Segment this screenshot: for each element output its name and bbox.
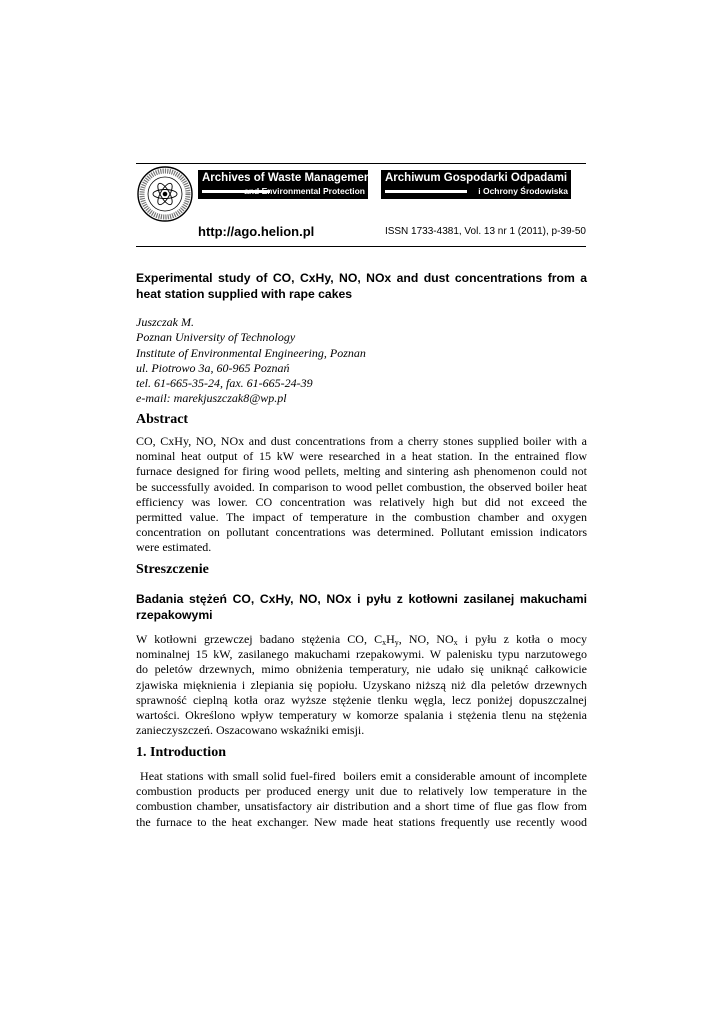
author-address: ul. Piotrowo 3a, 60-965 Poznań [136,360,290,375]
header-bottom-rule [136,246,586,247]
streszczenie-line: wartości. Określono wpływ temperatury w komorze spalania i stężenia tlenu na stężenia [136,708,587,723]
introduction-line: combustion chamber, unsatisfactory air distribution and a short time of flue gas flow from [136,799,587,814]
abstract-line: were estimated. [136,540,212,555]
introduction-paragraph [136,769,587,830]
streszczenie-line: do peletów drzewnych, mimo obniżenia temperatury, nie udało się uniknąć całkowicie [136,662,587,677]
journal-url-link[interactable]: http://ago.helion.pl [198,224,315,239]
text-run: , NO, NO [398,632,454,646]
author-name: Juszczak M. [136,315,194,329]
subscript-x: x [382,638,387,647]
introduction-heading: 1. Introduction [136,745,226,760]
streszczenie-paragraph [136,632,587,738]
streszczenie-title [136,591,587,623]
banner-polish-subtitle: i Ochrony Środowiska [478,186,568,196]
text-run: W kotłowni grzewczej badano stężenia CO, C [136,632,383,646]
banner-english-subtitle: and Environmental Protection [244,186,365,196]
paper-title-line: heat station supplied with rape cakes [136,287,353,301]
abstract-line: concentration on pollutant concentrations was determined. Pollutant emission indicators [136,525,587,540]
streszczenie-line: sprawność cieplną kotła oraz wyższe stężenie tlenku węgla, lecz poniżej dopuszczalnej [136,692,587,707]
streszczenie-line: zjawiska mięknienia i zlepiania się popiołu. Uzyskano niższą niż dla peletów drzewnych [136,677,587,692]
abstract-paragraph [136,434,587,556]
text-run: i pyłu z kotła o mocy [457,632,588,646]
journal-banner-english [198,170,375,199]
banner-polish-title: Archiwum Gospodarki Odpadami [385,172,568,184]
abstract-line: efficiency was lower. CO concentration was relatively high but did not exceed the [136,494,587,509]
author-email: e-mail: marekjuszczak8@wp.pl [136,391,287,406]
streszczenie-heading: Streszczenie [136,562,209,577]
author-institute: Institute of Environmental Engineering, Poznan [136,345,366,360]
paper-title-line: Experimental study of CO, CxHy, NO, NOx and dust concentrations from a [136,271,587,285]
journal-banner-polish [381,170,571,199]
introduction-line: the furnace to the heat exchanger. New made heat stations frequently use recently wood [136,814,587,829]
introduction-line: Heat stations with small solid fuel-fired boilers emit a considerable amount of incomplete [136,769,587,783]
subscript-y: y [394,638,399,647]
abstract-heading: Abstract [136,412,189,427]
banner-english-title: Archives of Waste Management [202,172,375,184]
journal-seal-logo [136,165,194,223]
streszczenie-line: zanieczyszczeń. Oszacowano wskaźniki emisji. [136,723,365,738]
streszczenie-line: nominalnej 15 kW, zasilanego makuchami rzepakowymi. W palenisku typu narzutowego [136,647,587,662]
text-run: H [386,632,395,646]
abstract-line: furnace designed for firing wood pellets, melting and sintering ash phenomenon could not [136,464,587,479]
abstract-line: permitted value. The impact of temperature in the combustion chamber and oxygen [136,510,587,525]
subscript-x: x [453,638,458,647]
abstract-line: nominal heat output of 15 kW were researched in a heat station. In the entrained flow [136,449,587,464]
paper-title [136,270,587,302]
issn-info: ISSN 1733-4381, Vol. 13 nr 1 (2011), p-39-50 [384,226,586,237]
abstract-line: CO, CxHy, NO, NOx and dust concentrations from a cherry stones supplied boiler with a [136,434,587,448]
author-university: Poznan University of Technology [136,330,296,345]
author-affiliation-block [136,315,366,407]
streszczenie-title-line: rzepakowymi [136,608,213,622]
abstract-line: be successfully avoided. In comparison to wood pellet combustion, the observed boiler heat [136,479,587,494]
introduction-line: combustion products per produced energy unit due to relatively low temperature in the [136,784,587,799]
streszczenie-title-line: Badania stężeń CO, CxHy, NO, NOx i pyłu z kotłowni zasilanej makuchami [136,592,587,606]
streszczenie-line [136,632,587,647]
author-phone-fax: tel. 61-665-35-24, fax. 61-665-24-39 [136,376,313,391]
banner-polish-bar [385,190,467,193]
header-top-rule [136,163,586,164]
